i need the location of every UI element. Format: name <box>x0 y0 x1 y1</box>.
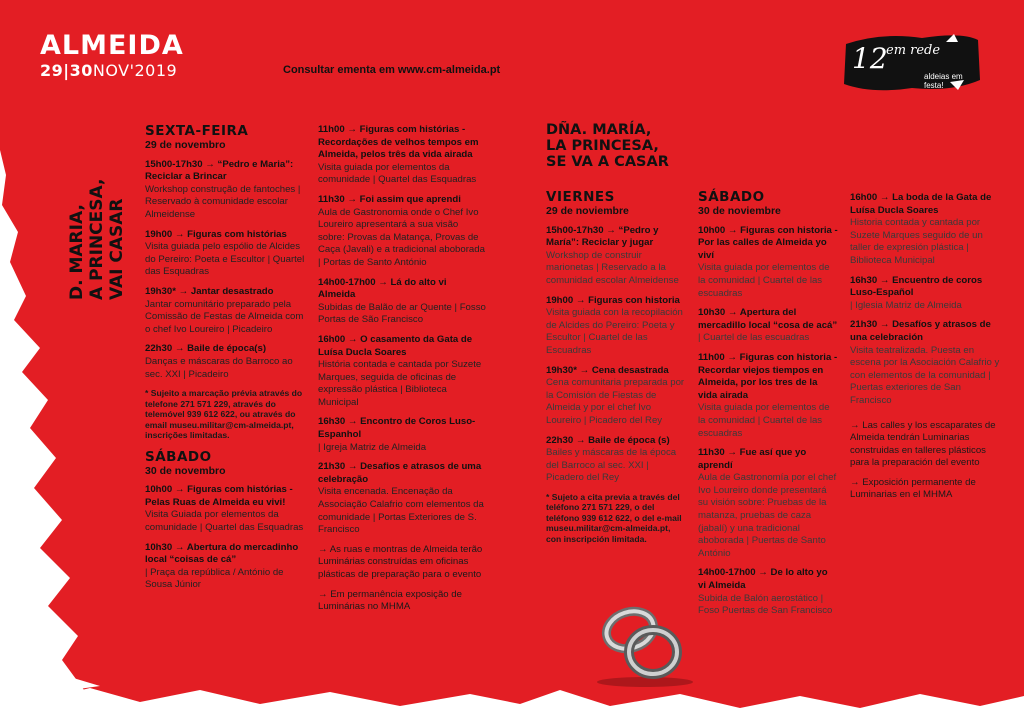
event-heading: 16h30 → Encontro de Coros Luso-Espanhol <box>318 416 476 441</box>
logo-12-em-rede <box>842 30 982 96</box>
es-title-line-2: LA PRINCESA, <box>546 138 659 154</box>
event-heading: 11h30 → Fue así que yo aprendí <box>698 447 807 471</box>
event-heading: 10h30 → Abertura do mercadinho local “coisas de cá” <box>145 541 299 566</box>
event-heading: 21h30 → Desafíos y atrasos de una celebración <box>850 319 991 343</box>
es-extra-item: → Exposición permanente de Luminarias en el MHMA <box>850 476 976 501</box>
es-friday-event <box>546 435 688 485</box>
event-heading: 11h00 → Figuras con historia - Recordar viejos tiempos en Almeida, por los tres de la vida airada <box>698 351 838 401</box>
event-text: Danças e máscaras do Barroco ao sec. XXI | Picadeiro <box>145 355 293 380</box>
logo-number: 12 <box>852 42 888 75</box>
es-friday-event <box>546 225 688 288</box>
event-heading: 15h00-17h30 → “Pedro e Maria”: Reciclar a Brincar <box>145 158 294 183</box>
pt-saturday-event <box>318 416 486 454</box>
es-column-1 <box>546 190 688 553</box>
es-title-line-3: SE VA A CASAR <box>546 154 669 170</box>
event-heading: 10h30 → Apertura del mercadillo local “cosa de acá” <box>698 307 838 331</box>
event-text: Visita guiada pelo espólio de Alcides do Pereiro: Poeta e Escultor | Quartel das Esquadras <box>145 241 305 278</box>
event-heading: 11h00 → Figuras com histórias - Recordações de velhos tempos em Almeida, pelos três da vida airada <box>318 124 479 161</box>
pt-extra-item: → Em permanência exposição de Luminárias no MHMA <box>318 588 462 613</box>
event-text: Visita encenada. Encenação da Associação Calafrio com elementos da comunidade | Portas Exteriores de S. Francisco <box>318 486 484 536</box>
pt-friday-event <box>145 286 305 336</box>
es-friday-event <box>546 365 688 428</box>
event-text: Aula de Gastronomia onde o Chef Ivo Loureiro apresentará a sua visão sobre: Provas da Matança, Provas de Caça (Javali) e a tradicional aboborada | Portas de Santo António <box>318 206 485 268</box>
pt-friday-event <box>145 229 305 279</box>
event-text: | Igreja Matriz de Almeida <box>318 441 427 453</box>
event-text: Visita guiada por elementos de la comunidad | Cuartel de las escuadras <box>698 262 830 299</box>
event-dates-month: NOV'2019 <box>92 61 178 80</box>
es-friday-date: 29 de noviembre <box>546 205 629 217</box>
event-heading: 10h00 → Figuras com histórias - Pelas Ruas de Almeida eu vivi! <box>145 484 293 508</box>
pt-friday-note: * Sujeito a marcação prévia através do telefone 271 571 229, através do telemóvel 939 612 622, ou através do email museu.militar@cm-almeida.pt, inscrições limitadas. <box>145 388 303 441</box>
event-text: | Cuartel de las escuadras <box>698 332 810 344</box>
es-saturday-event <box>698 352 838 440</box>
event-text: | Iglesia Matriz de Almeida <box>850 299 962 311</box>
es-friday-event <box>546 295 688 358</box>
event-text: Aula de Gastronomía por el chef Ivo Loureiro donde presentará su visión sobre: Pruebas de la matanza, pruebas de caza (jabalí) y una tradicional aboborada | Puertas de Santo António <box>698 472 837 559</box>
event-heading: 11h30 → Foi assim que aprendi <box>318 193 461 205</box>
es-friday-note: * Sujeto a cita previa a través del teléfono 271 571 229, o del teléfono 939 612 622, o del e-mail museu.militar@cm-almeida.pt, con inscripción limitada. <box>546 491 682 544</box>
event-heading: 21h30 → Desafios e atrasos de uma celebração <box>318 461 482 485</box>
logo-tagline: aldeias em festa! <box>924 72 963 90</box>
event-text: Workshop construção de fantoches | Reservado à comunidade escolar Almeidense <box>145 183 301 220</box>
event-text: Subida de Balón aerostático | Foso Puertas de San Francisco <box>698 592 833 617</box>
es-title-line-1: DÑA. MARÍA, <box>546 122 652 138</box>
event-text: Jantar comunitário preparado pela Comissão de Festas de Almeida com o chef Ivo Loureiro | Picadeiro <box>145 298 304 335</box>
es-column-2 <box>698 190 838 625</box>
vertical-title <box>62 150 142 300</box>
es-saturday-event <box>850 275 1000 313</box>
pt-friday-date: 29 de novembro <box>145 139 226 151</box>
es-column-3 <box>850 192 1000 509</box>
logo-text: em rede <box>886 43 941 58</box>
wedding-rings-icon <box>585 590 705 690</box>
pt-friday-title: SEXTA-FEIRA <box>145 123 249 139</box>
event-text: Cena comunitaria preparada por la Comisión de Fiestas de Almeida y por el chef Ivo Loureiro | Picadero del Rey <box>546 377 685 426</box>
vertical-title-line-2: A PRINCESA, <box>87 178 107 300</box>
event-text: Historia contada y cantada por Suzete Marques seguido de un taller de expresión plástica | Biblioteca Municipal <box>850 217 983 266</box>
event-heading: 19h30* → Cena desastrada <box>546 364 669 376</box>
es-saturday-title: SÁBADO <box>698 189 765 205</box>
pt-saturday-event <box>318 461 486 537</box>
event-text: Visita guiada por elementos de la comunidad | Cuartel de las escuadras <box>698 402 830 439</box>
pt-column-2 <box>318 124 486 621</box>
event-heading: 16h30 → Encuentro de coros Luso-Español <box>850 274 983 299</box>
pt-friday-event <box>145 159 305 222</box>
event-heading: 22h30 → Baile de época (s) <box>546 434 670 446</box>
es-extra-item: → Las calles y los escaparates de Almeida tendrán Luminarias construidas en talleres plásticos para la preparación del evento <box>850 419 996 469</box>
vertical-title-line-1: D. MARIA, <box>67 204 87 300</box>
pt-extra-item: → As ruas e montras de Almeida terão Luminárias construídas em oficinas plásticas de preparação para o evento <box>318 543 483 580</box>
event-text: | Praça da república / António de Sousa Júnior <box>145 566 284 591</box>
pt-saturday-title: SÁBADO <box>145 448 212 465</box>
es-saturday-event <box>850 192 1000 268</box>
event-text: Visita guiada por elementos da comunidade | Quartel das Esquadras <box>318 161 477 186</box>
es-saturday-event <box>698 567 838 617</box>
event-text: Visita Guiada por elementos da comunidade | Quartel das Esquadras <box>145 509 304 533</box>
pt-saturday-date: 30 de novembro <box>145 464 226 477</box>
es-saturday-event <box>698 447 838 560</box>
event-heading: 19h00 → Figuras con historia <box>546 294 680 306</box>
es-saturday-event <box>698 225 838 301</box>
es-saturday-event <box>850 319 1000 407</box>
event-text: Visita guiada con la recopilación de Alcides do Pereiro: Poeta y Escultor | Cuartel de las Escuadras <box>546 307 683 356</box>
event-heading: 14h00-17h00 → Lá do alto vi Almeida <box>318 276 447 301</box>
event-dates-days: 29|30 <box>40 61 93 80</box>
pt-saturday-event <box>145 542 305 592</box>
es-saturday-date: 30 de noviembre <box>698 205 781 217</box>
pt-saturday-event <box>145 484 305 534</box>
event-text: Subidas de Balão de ar Quente | Fosso Portas de São Francisco <box>318 301 486 326</box>
pt-saturday-event <box>318 124 486 187</box>
event-heading: 19h00 → Figuras com histórias <box>145 228 287 240</box>
event-heading: 16h00 → O casamento da Gata de Luísa Ducla Soares <box>318 333 473 358</box>
pt-column-1 <box>145 124 305 599</box>
event-text: História contada e cantada por Suzete Marques, seguida de oficinas de expressão plástica | Biblioteca Municipal <box>318 359 482 408</box>
pt-friday-event <box>145 343 305 381</box>
menu-link[interactable]: Consultar ementa em www.cm-almeida.pt <box>283 64 501 76</box>
event-text: Bailes y máscaras de la época del Barroco al sec. XXI | Picadero del Rey <box>546 447 677 484</box>
es-friday-title: VIERNES <box>546 189 615 205</box>
event-heading: 19h30* → Jantar desastrado <box>145 285 274 297</box>
pt-saturday-event <box>318 277 486 327</box>
event-heading: 15h00-17h30 → “Pedro y María”: Reciclar y jugar <box>546 224 659 249</box>
pt-saturday-event <box>318 334 486 410</box>
event-heading: 10h00 → Figuras con historia - Por las calles de Almeida yo viví <box>698 224 838 261</box>
event-heading: 22h30 → Baile de época(s) <box>145 343 267 355</box>
event-heading: 16h00 → La boda de la Gata de Luísa Ducla Soares <box>850 192 992 216</box>
page-title: ALMEIDA <box>40 30 184 61</box>
event-text: Visita teatralizada. Puesta en escena por la Asociación Calafrio y con elementos de la comunidad | Puertas exteriores de San Francisco <box>850 344 1000 406</box>
pt-saturday-event <box>318 194 486 270</box>
es-title <box>546 122 669 170</box>
event-text: Workshop de construir marionetas | Reservado a la comunidad escolar Almeidense <box>546 249 679 286</box>
event-dates <box>40 61 177 80</box>
vertical-title-line-3: VAI CASAR <box>107 198 127 300</box>
es-saturday-event <box>698 307 838 345</box>
event-heading: 14h00-17h00 → De lo alto yo vi Almeida <box>698 567 828 592</box>
